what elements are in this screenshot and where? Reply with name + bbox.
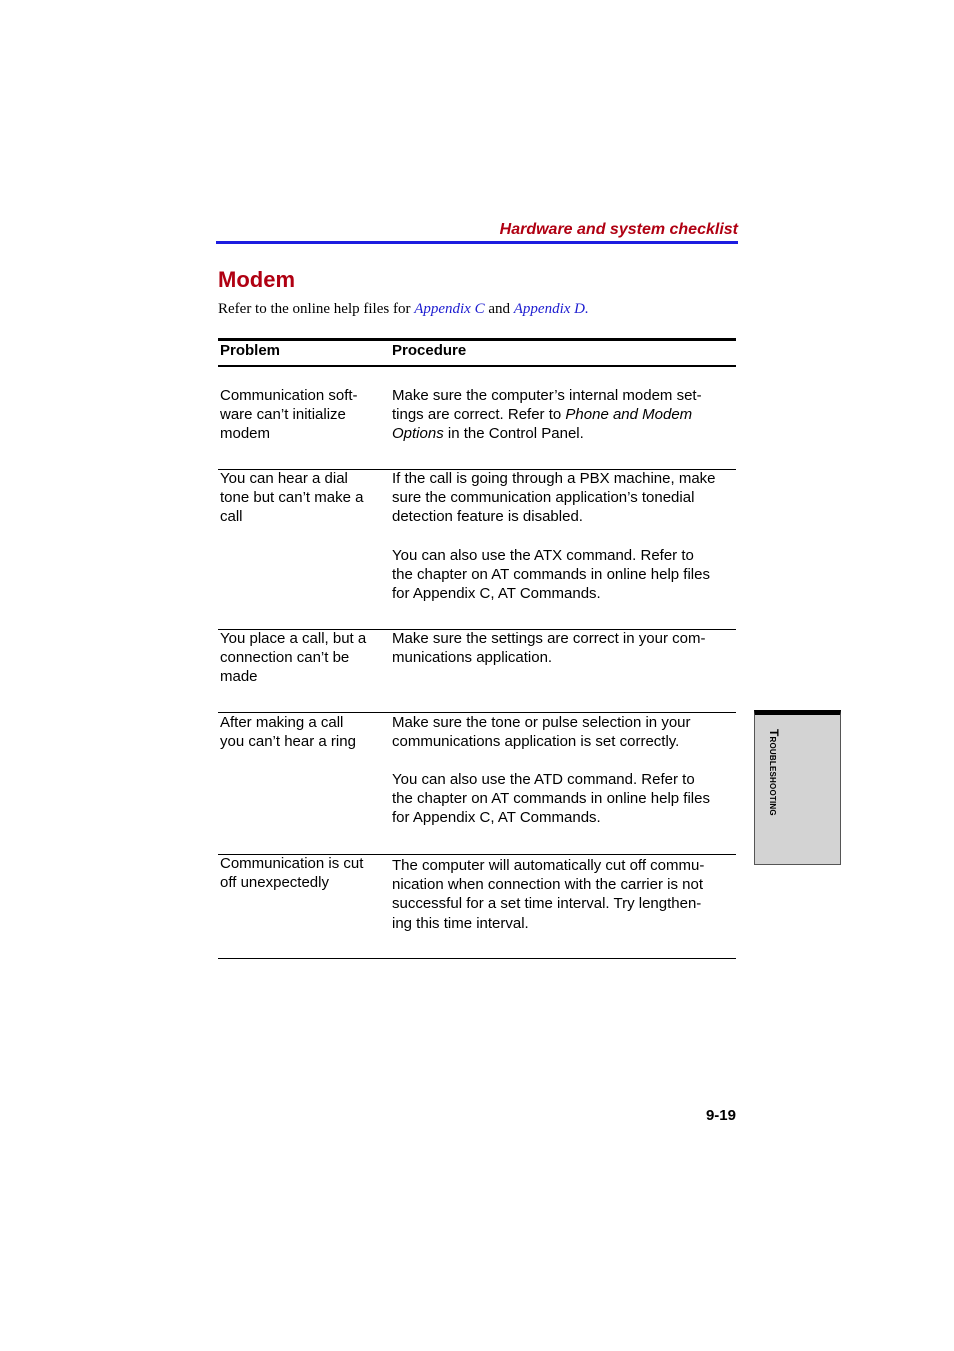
row2-problem: You can hear a dial tone but can’t make a call	[220, 470, 364, 526]
header-procedure: Procedure	[392, 342, 467, 359]
row1-procedure	[392, 386, 736, 444]
appendix-c-link[interactable]: Appendix C	[414, 301, 485, 317]
appendix-d-link[interactable]: Appendix D.	[513, 301, 589, 317]
header-problem: Problem	[220, 342, 281, 359]
running-header: Hardware and system checklist	[499, 221, 738, 238]
row1-procedure-text-b: in the Control Panel.	[443, 425, 584, 443]
row5-procedure: The computer will automatically cut off commu- nication when connection with the carrier is not successful for a set time interval. Try lengthen- ing this time interval.	[392, 857, 705, 932]
header-rule	[216, 241, 738, 244]
row2-procedure-p2: You can also use the ATX command. Refer to the chapter on AT commands in online help files for Appendix C, AT Commands.	[392, 547, 710, 603]
intro-text: Refer to the online help files for	[218, 301, 415, 317]
chapter-tab-label: Troubleshooting	[767, 729, 781, 816]
intro-and: and	[484, 301, 514, 317]
row5-problem: Communication is cut off unexpectedly	[220, 855, 364, 892]
row4-procedure-p2: You can also use the ATD command. Refer to the chapter on AT commands in online help files for Appendix C, AT Commands.	[392, 771, 710, 827]
section-title: Modem	[218, 267, 295, 292]
intro-paragraph	[218, 301, 589, 318]
chapter-tab	[754, 710, 841, 865]
phone-modem-options-ref: Phone and Modem Options	[392, 406, 693, 443]
row3-problem: You place a call, but a connection can’t be made	[220, 630, 367, 686]
row3-procedure: Make sure the settings are correct in your com- munications application.	[392, 630, 706, 667]
row1-procedure-text-a: Make sure the computer’s internal modem set- tings are correct. Refer to	[392, 387, 702, 424]
table-top-rule	[218, 338, 736, 341]
table-header-rule	[218, 365, 736, 367]
row4-problem: After making a call you can’t hear a ring	[220, 714, 356, 751]
page-number: 9-19	[705, 1107, 736, 1124]
row1-problem: Communication soft- ware can’t initialize modem	[220, 387, 358, 443]
row4-procedure-p1: Make sure the tone or pulse selection in your communications application is set correctly.	[392, 714, 691, 751]
row2-procedure-p1: If the call is going through a PBX machine, make sure the communication application’s tonedial detection feature is disabled.	[392, 470, 716, 526]
table-bottom-rule	[218, 958, 736, 959]
